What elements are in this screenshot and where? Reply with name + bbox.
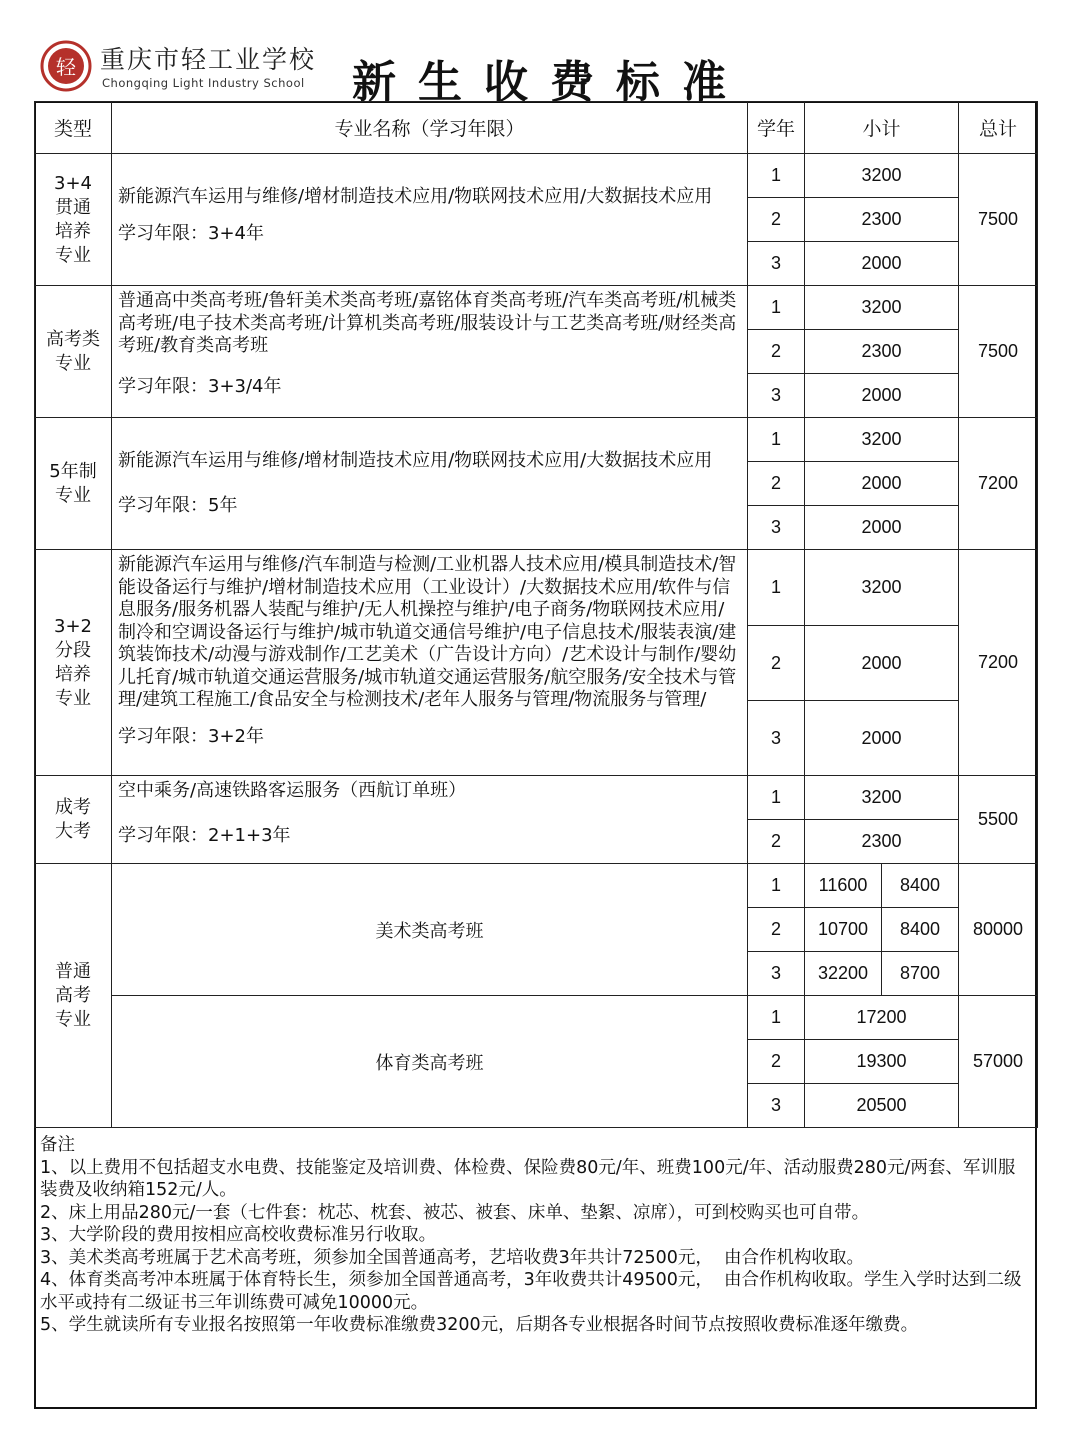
table-row (35, 864, 1038, 908)
year-cell: 2 (748, 462, 805, 506)
year-cell: 2 (748, 330, 805, 374)
school-logo-icon (40, 40, 92, 92)
subtotal-cell: 2000 (805, 462, 959, 506)
table-row (35, 418, 1038, 462)
table-header-row (35, 102, 1038, 154)
subtotal-cell: 19300 (805, 1040, 959, 1084)
col-type-header: 类型 (35, 102, 112, 154)
subtotal-cell: 2000 (805, 242, 959, 286)
col-year-header: 学年 (748, 102, 805, 154)
subtotal-cell: 2000 (805, 626, 959, 701)
subtotal-cell: 3200 (805, 418, 959, 462)
year-cell: 3 (748, 952, 805, 996)
subtotal-cell: 2300 (805, 198, 959, 242)
note-item: 2、床上用品280元/一套（七件套：枕芯、枕套、被芯、被套、床单、垫絮、凉席），可到校购买也可自带。 (40, 1202, 870, 1223)
year-cell: 3 (748, 701, 805, 776)
sport-class-name: 体育类高考班 (112, 996, 748, 1128)
major-list: 普通高中类高考班/鲁轩美术类高考班/嘉铭体育类高考班/汽车类高考班/机械类高考班/电子技术类高考班/计算机类高考班/服装设计与工艺类高考班/财经类高考班/教育类高考班 (118, 290, 737, 356)
fee-a-cell: 32200 (805, 952, 882, 996)
major-list: 新能源汽车运用与维修/增材制造技术应用/物联网技术应用/大数据技术应用 (118, 450, 713, 471)
col-subtotal-header: 小计 (805, 102, 959, 154)
subtotal-cell: 20500 (805, 1084, 959, 1128)
total-cell: 5500 (959, 776, 1038, 864)
total-cell: 57000 (959, 996, 1038, 1128)
major-list: 新能源汽车运用与维修/汽车制造与检测/工业机器人技术应用/模具制造技术/智能设备运行与维护/增材制造技术应用（工业设计）/大数据技术应用/软件与信息服务/服务机器人装配与维护/无人机操控与维护/电子商务/物联网技术应用/制冷和空调设备运行与维护/城市轨道交通信号维护/电子信息技术/服装表演/建筑装饰技术/动漫与游戏制作/工艺美术（广告设计方向）/艺术设计与制作/婴幼儿托育/城市轨道交通运营服务/城市轨道交通运营服务/航空服务/安全技术与管理/建筑工程施工/食品安全与检测技术/老年人服务与管理/物流服务与管理/ (118, 554, 737, 710)
type-cell: 成考 大考 (35, 776, 112, 864)
study-limit: 学习年限：3+2年 (118, 725, 264, 747)
type-cell: 高考类 专业 (35, 286, 112, 418)
study-limit: 学习年限：3+3/4年 (118, 375, 282, 397)
year-cell: 2 (748, 820, 805, 864)
table-row (35, 996, 1038, 1040)
subtotal-cell: 2300 (805, 330, 959, 374)
subtotal-cell: 2000 (805, 701, 959, 776)
art-class-name: 美术类高考班 (112, 864, 748, 996)
table-row (35, 550, 1038, 626)
study-limit: 学习年限：5年 (118, 494, 238, 516)
year-cell: 1 (748, 776, 805, 820)
fee-b-cell: 8400 (882, 908, 959, 952)
year-cell: 2 (748, 1040, 805, 1084)
year-cell: 1 (748, 996, 805, 1040)
page-header (0, 0, 1080, 108)
type-cell: 普通 高考 专业 (35, 864, 112, 1128)
study-limit: 学习年限：3+4年 (118, 222, 264, 244)
major-list: 新能源汽车运用与维修/增材制造技术应用/物联网技术应用/大数据技术应用 (118, 186, 713, 207)
major-list: 空中乘务/高速铁路客运服务（西航订单班） (118, 780, 467, 801)
subtotal-cell: 3200 (805, 550, 959, 626)
note-item: 5、学生就读所有专业报名按照第一年收费标准缴费3200元，后期各专业根据各时间节点按照收费标准逐年缴费。 (40, 1315, 919, 1335)
subtotal-cell: 2000 (805, 374, 959, 418)
col-total-header: 总计 (959, 102, 1038, 154)
fee-b-cell: 8400 (882, 864, 959, 908)
subtotal-cell: 2000 (805, 506, 959, 550)
year-cell: 3 (748, 374, 805, 418)
year-cell: 1 (748, 418, 805, 462)
total-cell: 80000 (959, 864, 1038, 996)
subtotal-cell: 3200 (805, 286, 959, 330)
total-cell: 7500 (959, 286, 1038, 418)
year-cell: 1 (748, 864, 805, 908)
major-cell (112, 418, 748, 550)
note-item: 4、体育类高考冲本班属于体育特长生，须参加全国普通高考，3年收费共计49500元， 由合作机构收取。学生入学时达到二级水平或持有二级证书三年训练费可减免10000元。 (40, 1270, 1022, 1313)
table-row (35, 286, 1038, 330)
type-cell: 3+2 分段 培养 专业 (35, 550, 112, 776)
major-cell (112, 154, 748, 286)
note-item: 3、美术类高考班属于艺术高考班，须参加全国普通高考，艺培收费3年共计72500元， 由合作机构收取。 (40, 1247, 865, 1268)
col-major-header: 专业名称（学习年限） (112, 102, 748, 154)
fee-a-cell: 10700 (805, 908, 882, 952)
total-cell: 7200 (959, 550, 1038, 776)
fee-b-cell: 8700 (882, 952, 959, 996)
fee-a-cell: 11600 (805, 864, 882, 908)
major-cell (112, 776, 748, 864)
fee-table (34, 101, 1038, 1128)
major-cell (112, 550, 748, 776)
subtotal-cell: 2300 (805, 820, 959, 864)
total-cell: 7500 (959, 154, 1038, 286)
notes-section (40, 1134, 1030, 1337)
year-cell: 2 (748, 198, 805, 242)
year-cell: 3 (748, 506, 805, 550)
year-cell: 3 (748, 242, 805, 286)
type-cell: 3+4 贯通 培养 专业 (35, 154, 112, 286)
total-cell: 7200 (959, 418, 1038, 550)
year-cell: 2 (748, 626, 805, 701)
year-cell: 1 (748, 286, 805, 330)
year-cell: 1 (748, 550, 805, 626)
year-cell: 3 (748, 1084, 805, 1128)
svg-text:轻: 轻 (56, 55, 76, 79)
year-cell: 2 (748, 908, 805, 952)
note-item: 1、以上费用不包括超支水电费、技能鉴定及培训费、体检费、保险费80元/年、班费100元/年、活动服费280元/两套、军训服装费及收纳箱152元/人。 (40, 1157, 1016, 1200)
table-row (35, 776, 1038, 820)
major-cell (112, 286, 748, 418)
subtotal-cell: 3200 (805, 154, 959, 198)
notes-heading: 备注 (40, 1135, 75, 1155)
school-name-cn: 重庆市轻工业学校 (100, 45, 317, 74)
type-cell: 5年制 专业 (35, 418, 112, 550)
page-title: 新生收费标准 (352, 57, 748, 108)
study-limit: 学习年限：2+1+3年 (118, 824, 291, 846)
subtotal-cell: 17200 (805, 996, 959, 1040)
school-name-en: Chongqing Light Industry School (102, 76, 305, 90)
note-item: 3、大学阶段的费用按相应高校收费标准另行收取。 (40, 1225, 437, 1245)
year-cell: 1 (748, 154, 805, 198)
subtotal-cell: 3200 (805, 776, 959, 820)
table-row (35, 154, 1038, 198)
